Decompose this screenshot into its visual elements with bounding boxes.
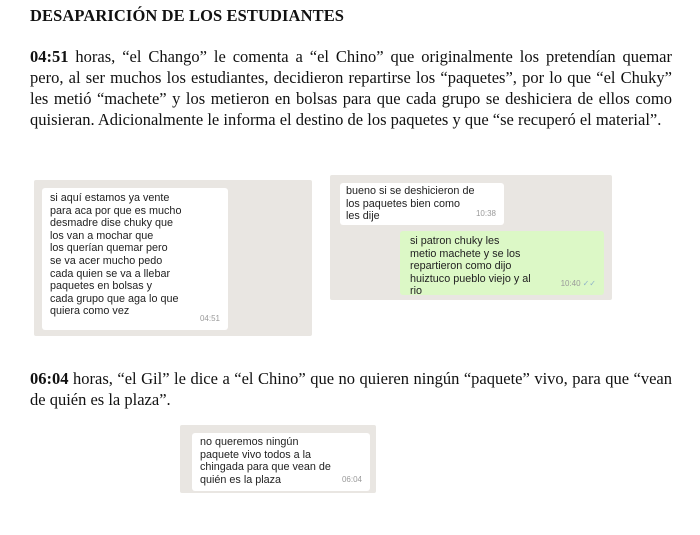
chat-screenshot-3: [180, 425, 376, 493]
message-text: bueno si se deshicieron de los paquetes bien como les dije: [346, 185, 475, 223]
message-text: no queremos ningún paquete vivo todos a la chingada para que vean de quién es la plaza: [200, 436, 331, 486]
message-time-group: [561, 278, 596, 291]
message-text: si patron chuky les metio machete y se los repartieron como dijo huiztuco pueblo viejo y al rio: [410, 235, 531, 298]
message-time: 04:51: [199, 314, 220, 324]
paragraph-0604-text: horas, “el Gil” le dice a “el Chino” que no quieren ningún “paquete” vivo, para que “vean de quién es la plaza”.: [30, 369, 672, 409]
message-time: 06:04: [341, 475, 362, 485]
message-bubble-incoming: [192, 433, 370, 491]
document-heading: DESAPARICIÓN DE LOS ESTUDIANTES: [30, 6, 345, 25]
message-bubble-incoming: [42, 188, 228, 330]
timestamp-0604: 06:04: [30, 369, 69, 388]
paragraph-0451: [30, 46, 672, 130]
chat-screenshot-2: [330, 175, 612, 300]
message-time: 10:38: [475, 209, 496, 219]
paragraph-0451-text: horas, “el Chango” le comenta a “el Chino” que originalmente los pretendían quemar pero, al ser muchos los estudiantes, decidieron repartirse los “paquetes”, por lo que “el Chuky” les metió “machete” y los metieron en bolsas para que cada grupo se deshiciera de ellos como quisieran. Adicionalmente le informa el destino de los paquetes y que “se recuperó el material”.: [30, 47, 672, 129]
message-bubble-incoming: [340, 183, 504, 225]
paragraph-0604: [30, 368, 672, 410]
chat-screenshot-1: [34, 180, 312, 336]
message-time: 10:40: [560, 279, 581, 289]
message-bubble-outgoing: [400, 231, 604, 298]
timestamp-0451: 04:51: [30, 47, 69, 66]
double-check-icon: ✓✓: [582, 279, 596, 289]
message-text: si aquí estamos ya vente para aca por que es mucho desmadre dise chuky que los van a mochar que los querían quemar pero se va acer mucho pedo cada quien se va a llebar paquetes en bolsas y cada grupo que aga lo que quiera como vez: [50, 192, 182, 318]
